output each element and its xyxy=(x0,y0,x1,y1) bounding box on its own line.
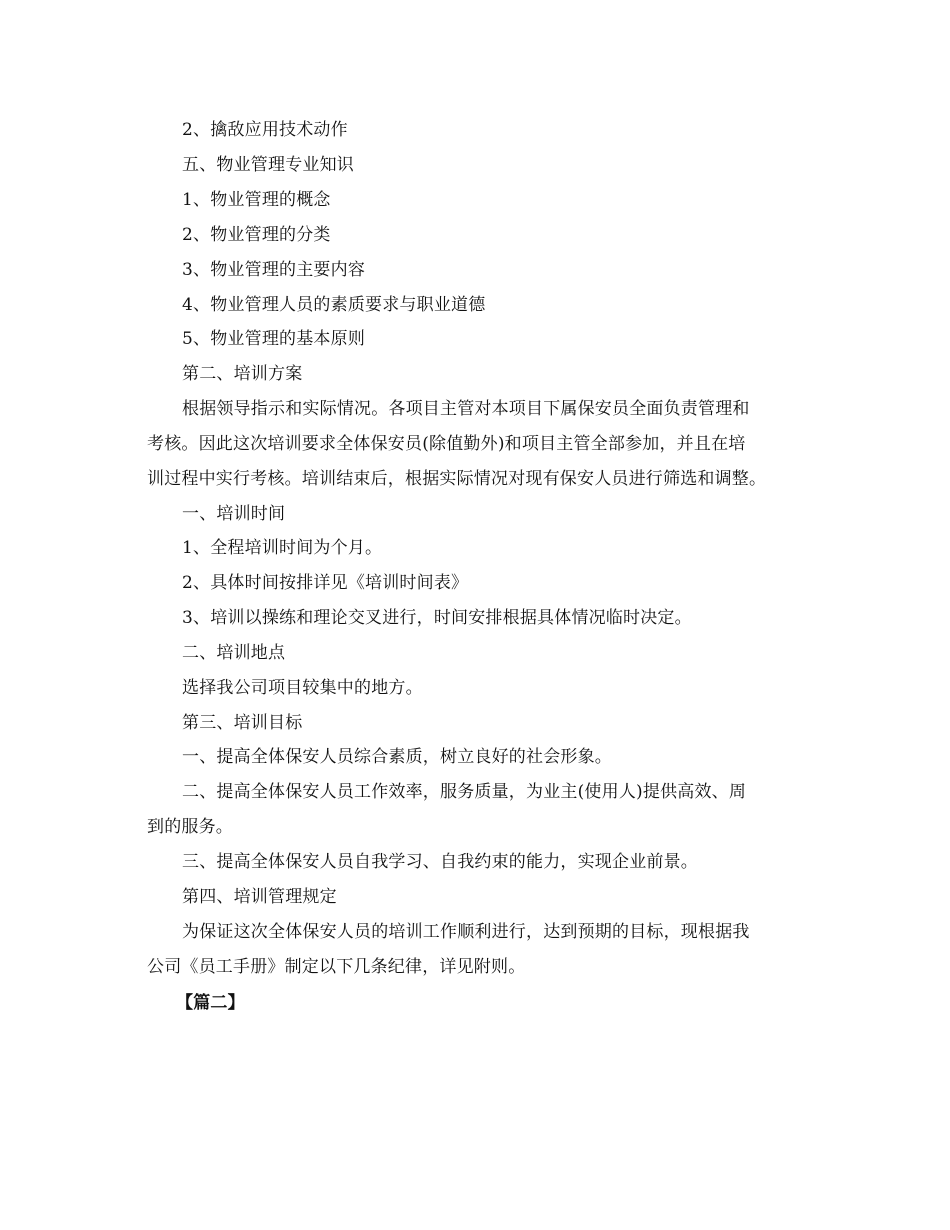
text-line: 3、培训以操练和理论交叉进行，时间安排根据具体情况临时决定。 xyxy=(182,608,692,628)
section-heading: 五、物业管理专业知识 xyxy=(182,155,354,175)
text-line: 2、具体时间按排详见《培训时间表》 xyxy=(182,573,469,593)
section-heading: 第三、培训目标 xyxy=(182,713,303,733)
text-line: 三、提高全体保安人员自我学习、自我约束的能力，实现企业前景。 xyxy=(182,852,698,872)
section-heading: 一、培训时间 xyxy=(182,504,286,524)
section-heading: 二、培训地点 xyxy=(182,643,286,663)
text-line: 5、物业管理的基本原则 xyxy=(182,329,366,349)
paragraph-line: 到的服务。 xyxy=(147,817,233,837)
paragraph-line: 二、提高全体保安人员工作效率，服务质量，为业主(使用人)提供高效、周 xyxy=(182,782,747,802)
paragraph-line: 公司《员工手册》制定以下几条纪律，详见附则。 xyxy=(147,957,526,977)
text-line: 一、提高全体保安人员综合素质，树立良好的社会形象。 xyxy=(182,747,612,767)
paragraph-line: 为保证这次全体保安人员的培训工作顺利进行，达到预期的目标，现根据我 xyxy=(182,922,750,942)
paragraph-line: 根据领导指示和实际情况。各项目主管对本项目下属保安员全面负责管理和 xyxy=(182,399,750,419)
paragraph-line: 考核。因此这次培训要求全体保安员(除值勤外)和项目主管全部参加，并且在培 xyxy=(147,434,746,454)
text-line: 1、全程培训时间为个月。 xyxy=(182,538,383,558)
text-line: 选择我公司项目较集中的地方。 xyxy=(182,678,423,698)
section-heading: 第四、培训管理规定 xyxy=(182,887,337,907)
text-line: 4、物业管理人员的素质要求与职业道德 xyxy=(182,295,486,315)
text-line: 3、物业管理的主要内容 xyxy=(182,260,366,280)
section-marker: 【篇二】 xyxy=(176,993,245,1013)
paragraph-line: 训过程中实行考核。培训结束后，根据实际情况对现有保安人员进行筛选和调整。 xyxy=(147,469,767,489)
text-line: 1、物业管理的概念 xyxy=(182,190,331,210)
text-line: 2、擒敌应用技术动作 xyxy=(182,120,348,140)
section-heading: 第二、培训方案 xyxy=(182,364,303,384)
text-line: 2、物业管理的分类 xyxy=(182,225,331,245)
